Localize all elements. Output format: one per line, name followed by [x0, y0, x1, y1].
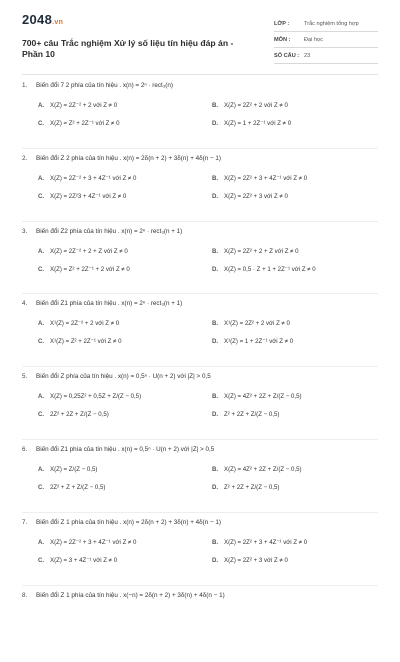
- option-label: D.: [212, 192, 219, 200]
- option-label: C.: [38, 338, 45, 346]
- meta-key: SỐ CÂU :: [274, 52, 300, 59]
- document-meta-table: [274, 16, 378, 64]
- option-a[interactable]: [38, 248, 128, 255]
- option-text: X(Z) = Z/(Z − 0,5): [50, 465, 98, 473]
- option-d[interactable]: [212, 557, 288, 564]
- option-a[interactable]: [38, 320, 119, 327]
- option-text: X(Z) = 3 + 4Z⁻¹ với Z ≠ 0: [50, 556, 118, 564]
- option-text: X(Z) = Z² + 2Z⁻¹ với Z ≠ 0: [50, 120, 120, 127]
- option-b[interactable]: [212, 248, 299, 255]
- option-text: X(Z) = 4Z² + 2Z + Z/(Z − 0,5): [224, 465, 302, 473]
- question-prompt: Biến đổi Z 1 phía của tín hiệu . x(−n) = 2δ(n + 2) + 3δ(n) + 4δ(n − 1): [36, 591, 225, 599]
- question-divider: [22, 293, 378, 294]
- option-text: X(Z) = 2Z² + 3 với Z ≠ 0: [224, 556, 288, 564]
- meta-row-subject: [274, 32, 378, 48]
- option-label: D.: [212, 338, 219, 346]
- option-label: D.: [212, 120, 219, 127]
- question-prompt: Biến đổi Z 1 phía của tín hiệu . x(n) = 2δ(n + 2) + 3δ(n) + 4δ(n − 1): [36, 518, 222, 526]
- question-divider: [22, 512, 378, 513]
- question-3: [22, 226, 378, 299]
- meta-key: MÔN :: [274, 36, 291, 43]
- option-text: X(Z) = 2Z⁻² + 3 + 4Z⁻¹ với Z ≠ 0: [50, 538, 137, 546]
- option-text: X¹(Z) = 2Z² + 2 với Z ≠ 0: [224, 320, 290, 328]
- option-text: X¹(Z) = Z² + 2Z⁻¹ với Z ≠ 0: [50, 338, 122, 346]
- option-text: X(Z) = 2Z² + 3 với Z ≠ 0: [224, 192, 288, 200]
- question-divider: [22, 366, 378, 367]
- option-label: A.: [38, 102, 45, 109]
- question-number: 4.: [22, 300, 28, 308]
- option-label: C.: [38, 556, 45, 564]
- question-1: [22, 80, 378, 153]
- meta-row-class: [274, 16, 378, 32]
- question-divider: [22, 148, 378, 149]
- question-2: [22, 153, 378, 226]
- question-number: 6.: [22, 445, 28, 453]
- option-label: B.: [212, 247, 219, 255]
- option-text: X(Z) = 0,5 · Z + 1 + 2Z⁻¹ với Z ≠ 0: [224, 265, 316, 273]
- option-text: X(Z) = 2Z⁻² + 2 với Z ≠ 0: [50, 102, 118, 109]
- question-prompt: Biến đổi Z phía của tín hiệu . x(n) = 0,5ⁿ · U(n + 2) với |Z| > 0,5: [36, 373, 211, 381]
- option-text: X(Z) = 1 + 2Z⁻¹ với Z ≠ 0: [224, 120, 292, 127]
- option-text: X(Z) = 0,25Z² + 0,5Z + Z/(Z − 0,5): [50, 393, 142, 401]
- option-label: C.: [38, 120, 45, 127]
- question-number: 8.: [22, 591, 28, 599]
- option-d[interactable]: [212, 193, 288, 200]
- option-text: X(Z) = 2Z² + 2 + Z với Z ≠ 0: [224, 247, 299, 255]
- option-label: C.: [38, 483, 45, 491]
- option-label: A.: [38, 320, 45, 328]
- option-a[interactable]: [38, 466, 97, 473]
- option-text: Z² + 2Z + Z/(Z − 0,5): [224, 483, 280, 491]
- question-text: [22, 592, 225, 599]
- site-logo[interactable]: [22, 12, 63, 27]
- option-b[interactable]: [212, 466, 302, 473]
- question-text: [22, 519, 221, 526]
- question-number: 3.: [22, 227, 28, 235]
- option-text: 2Z² + Z + Z/(Z − 0,5): [50, 483, 106, 491]
- option-label: A.: [38, 538, 45, 546]
- option-label: D.: [212, 556, 219, 564]
- option-label: B.: [212, 102, 219, 109]
- question-text: [22, 155, 221, 162]
- meta-key: LỚP :: [274, 20, 290, 27]
- question-text: [22, 373, 211, 380]
- option-label: B.: [212, 538, 219, 546]
- question-prompt: Biến đổi 7 2 phía của tín hiệu . x(n) = 2ⁿ · rect₃(n): [36, 82, 173, 89]
- option-d[interactable]: [212, 266, 316, 273]
- option-label: A.: [38, 465, 45, 473]
- question-text: [22, 446, 214, 453]
- option-label: A.: [38, 174, 45, 182]
- option-text: 2Z² + 2Z + Z/(Z − 0,5): [50, 411, 109, 419]
- option-c[interactable]: [38, 338, 122, 345]
- question-4: [22, 298, 378, 371]
- question-number: 7.: [22, 518, 28, 526]
- question-7: [22, 517, 378, 590]
- option-a[interactable]: [38, 175, 136, 182]
- question-prompt: Biến đổi Z1 phía của tín hiệu . x(n) = 0,5ⁿ · U(n + 2) với |Z| > 0,5: [36, 445, 215, 453]
- question-prompt: Biến đổi Z1 phía của tín hiệu . x(n) = 2ⁿ · rect₃(n + 1): [36, 300, 183, 308]
- page-header: [22, 10, 378, 72]
- option-a[interactable]: [38, 393, 141, 400]
- option-c[interactable]: [38, 484, 105, 491]
- question-prompt: Biến đổi Z2 phía của tín hiệu . x(n) = 2ⁿ · rect₃(n + 1): [36, 227, 183, 235]
- question-text: [22, 82, 173, 89]
- option-b[interactable]: [212, 320, 290, 327]
- logo-text: 2048: [22, 12, 53, 27]
- option-text: X(Z) = 2Z²3 + 4Z⁻¹ với Z ≠ 0: [50, 192, 127, 200]
- question-divider: [22, 439, 378, 440]
- question-divider: [22, 221, 378, 222]
- option-label: D.: [212, 265, 219, 273]
- option-c[interactable]: [38, 411, 109, 418]
- option-label: A.: [38, 247, 45, 255]
- option-label: D.: [212, 411, 219, 419]
- option-c[interactable]: [38, 557, 117, 564]
- option-b[interactable]: [212, 175, 307, 182]
- question-6: [22, 444, 378, 517]
- question-text: [22, 300, 182, 307]
- option-a[interactable]: [38, 102, 117, 109]
- question-divider: [22, 585, 378, 586]
- option-label: A.: [38, 393, 45, 401]
- option-label: B.: [212, 174, 219, 182]
- option-text: X(Z) = 2Z² + 3 + 4Z⁻¹ với Z ≠ 0: [224, 538, 308, 546]
- option-text: X¹(Z) = 1 + 2Z⁻¹ với Z ≠ 0: [224, 338, 294, 346]
- option-b[interactable]: [212, 539, 307, 546]
- document-title: 700+ câu Trắc nghiệm Xử lý số liệu tín hiệu đáp án - Phần 10: [22, 38, 234, 59]
- option-d[interactable]: [212, 120, 291, 127]
- option-c[interactable]: [38, 266, 130, 273]
- option-text: X(Z) = Z² + 2Z⁻¹ + 2 với Z ≠ 0: [50, 265, 130, 273]
- option-d[interactable]: [212, 484, 279, 491]
- option-text: X¹(Z) = 2Z⁻² + 2 với Z ≠ 0: [50, 320, 120, 328]
- option-c[interactable]: [38, 193, 126, 200]
- header-divider: [22, 74, 378, 75]
- option-text: X(Z) = 2Z⁻² + 3 + 4Z⁻¹ với Z ≠ 0: [50, 174, 137, 182]
- option-text: X(Z) = 4Z² + 2Z + Z/(Z − 0,5): [224, 393, 302, 401]
- option-label: D.: [212, 483, 219, 491]
- option-a[interactable]: [38, 539, 136, 546]
- question-number: 2.: [22, 154, 28, 162]
- meta-value: 23: [304, 52, 311, 59]
- question-number: 5.: [22, 373, 28, 381]
- option-text: X(Z) = 2Z⁻² + 2 + Z với Z ≠ 0: [50, 247, 128, 255]
- option-text: Z² + 2Z + Z/(Z − 0,5): [224, 411, 280, 419]
- option-label: C.: [38, 192, 45, 200]
- question-prompt: Biến đổi Z 2 phía của tín hiệu . x(n) = 2δ(n + 2) + 3δ(n) + 4δ(n − 1): [36, 154, 222, 162]
- option-label: B.: [212, 393, 219, 401]
- option-b[interactable]: [212, 102, 288, 109]
- logo-tld: .vn: [52, 19, 64, 26]
- question-number: 1.: [22, 82, 28, 89]
- option-label: B.: [212, 320, 219, 328]
- option-d[interactable]: [212, 411, 279, 418]
- meta-row-count: [274, 48, 378, 64]
- option-text: X(Z) = 2Z² + 3 + 4Z⁻¹ với Z ≠ 0: [224, 174, 308, 182]
- meta-value: Trắc nghiệm tổng hợp: [304, 20, 359, 27]
- option-label: C.: [38, 411, 45, 419]
- question-list: [22, 80, 378, 662]
- meta-value: Đại học: [304, 36, 323, 43]
- question-text: [22, 228, 182, 235]
- option-c[interactable]: [38, 120, 119, 127]
- option-d[interactable]: [212, 338, 293, 345]
- option-text: X(Z) = 2Z² + 2 với Z ≠ 0: [224, 102, 288, 109]
- option-label: B.: [212, 465, 219, 473]
- option-label: C.: [38, 265, 45, 273]
- question-5: [22, 371, 378, 444]
- option-b[interactable]: [212, 393, 302, 400]
- question-8: [22, 590, 378, 662]
